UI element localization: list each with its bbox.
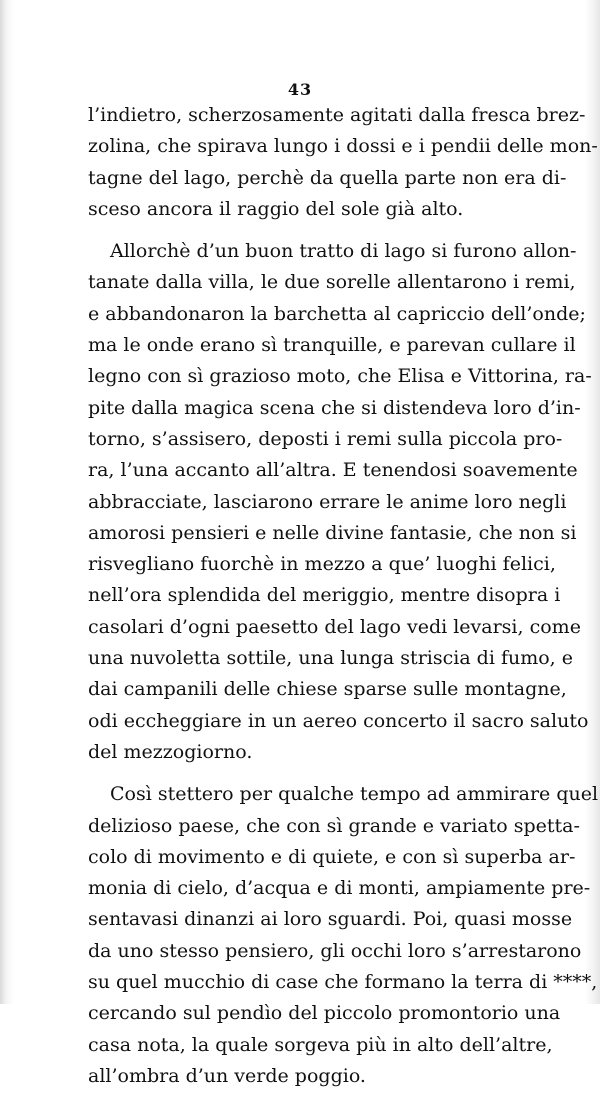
text-line: tanate dalla villa, le due sorelle allentarono i remi, bbox=[88, 271, 576, 294]
text-line: ma le onde erano sì tranquille, e parevan cullare il bbox=[88, 334, 576, 357]
text-line: tagne del lago, perchè da quella parte non era di- bbox=[88, 166, 567, 189]
paragraph-1 bbox=[88, 100, 598, 225]
text-line: all’ombra d’un verde poggio. bbox=[88, 1064, 366, 1087]
text-line: colo di movimento e di quiete, e con sì superba ar- bbox=[88, 845, 576, 868]
text-line: e abbandonaron la barchetta al capriccio dell’onde; bbox=[88, 302, 586, 325]
paragraph-3 bbox=[88, 779, 599, 1092]
text-line: l’indietro, scherzosamente agitati dalla fresca brez- bbox=[88, 104, 586, 126]
text-line: nell’ora splendida del meriggio, mentre disopra i bbox=[88, 584, 561, 607]
text-line: abbracciate, lasciarono errare le anime loro negli bbox=[88, 490, 567, 513]
text-line: da uno stesso pensiero, gli occhi loro s’arrestarono bbox=[88, 939, 582, 962]
text-line: cercando sul pendìo del piccolo promontorio una bbox=[88, 1002, 561, 1025]
text-line: del mezzogiorno. bbox=[88, 740, 253, 763]
text-line: risvegliano fuorchè in mezzo a que’ luoghi felici, bbox=[88, 553, 556, 576]
text-line: zolina, che spirava lungo i dossi e i pendii delle mon- bbox=[88, 135, 598, 158]
body-text bbox=[88, 100, 599, 1103]
text-line: pite dalla magica scena che si distendeva loro d’in- bbox=[88, 396, 581, 419]
text-line: casolari d’ogni paesetto del lago vedi levarsi, come bbox=[88, 615, 581, 638]
text-line: casa nota, la quale sorgeva più in alto dell’altre, bbox=[88, 1033, 553, 1056]
text-line: Allorchè d’un buon tratto di lago si furono allon- bbox=[110, 240, 577, 263]
text-line: una nuvoletta sottile, una lunga striscia di fumo, e bbox=[88, 647, 574, 670]
text-line: sceso ancora il raggio del sole già alto. bbox=[88, 197, 464, 220]
text-line: Così stettero per qualche tempo ad ammirare quel bbox=[110, 783, 599, 806]
text-line: torno, s’assisero, deposti i remi sulla piccola pro- bbox=[88, 427, 563, 450]
text-line: dai campanili delle chiese sparse sulle montagne, bbox=[88, 678, 567, 701]
page-number: 43 bbox=[287, 80, 313, 99]
text-line: monia di cielo, d’acqua e di monti, ampiamente pre- bbox=[88, 877, 591, 900]
text-line: delizioso paese, che con sì grande e variato spetta- bbox=[88, 814, 580, 837]
text-line: su quel mucchio di case che formano la terra di ****, bbox=[88, 971, 598, 994]
text-line: ra, l’una accanto all’altra. E tenendosi soavemente bbox=[88, 459, 578, 482]
text-line: legno con sì grazioso moto, che Elisa e Vittorina, ra- bbox=[88, 365, 592, 388]
text-line: odi eccheggiare in un aereo concerto il sacro saluto bbox=[88, 709, 589, 732]
paragraph-2 bbox=[88, 236, 592, 768]
text-line: sentavasi dinanzi ai loro sguardi. Poi, quasi mosse bbox=[88, 908, 573, 931]
text-line: amorosi pensieri e nelle divine fantasie, che non si bbox=[88, 521, 577, 544]
